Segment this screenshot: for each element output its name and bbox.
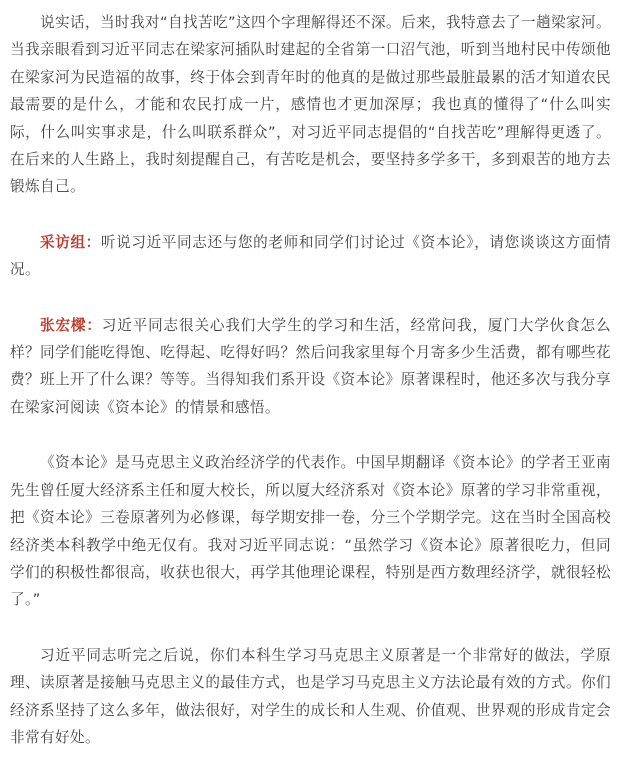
paragraph-5 bbox=[10, 642, 611, 752]
paragraph-3 bbox=[10, 312, 611, 422]
paragraph-gap bbox=[10, 614, 611, 642]
paragraph-1-text: 说实话，当时我对“自找苦吃”这四个字理解得还不深。后来，我特意去了一趟梁家河。当我亲眼看到习近平同志在梁家河插队时建起的全省第一口沼气池，听到当地村民中传颂他在梁家河为民造福的故事，终于体会到青年时的他真的是做过那些最脏最累的活才知道农民最需要的是什么，才能和农民打成一片，感情也才更加深厚；我也真的懂得了“什么叫实际，什么叫实事求是，什么叫联系群众”，对习近平同志提倡的“自找苦吃”理解得更透了。在后来的人生路上，我时刻提醒自己，有苦吃是机会，要坚持多学多干，多到艰苦的地方去锻炼自己。 bbox=[10, 14, 611, 196]
paragraph-4 bbox=[10, 449, 611, 613]
paragraph-3-text: 习近平同志很关心我们大学生的学习和生活，经常问我，厦门大学伙食怎么样？同学们能吃得饱、吃得起、吃得好吗？然后问我家里每个月寄多少生活费，都有哪些花费？班上开了什么课？等等。当得知我们系开设《资本论》原著课程时，他还多次与我分享在梁家河阅读《资本论》的情景和感悟。 bbox=[10, 316, 611, 416]
paragraph-1 bbox=[10, 9, 611, 201]
speaker-label-interviewee: 张宏樑： bbox=[40, 316, 102, 334]
paragraph-gap bbox=[10, 201, 611, 229]
speaker-label-interviewer: 采访组： bbox=[40, 233, 101, 251]
paragraph-5-text: 习近平同志听完之后说，你们本科生学习马克思主义原著是一个非常好的做法，学原理、读原著是接触马克思主义的最佳方式，也是学习马克思主义方法论最有效的方式。你们经济系坚持了这么多年，做法很好，对学生的成长和人生观、价值观、世界观的形成肯定会非常有好处。 bbox=[10, 646, 611, 746]
paragraph-gap bbox=[10, 284, 611, 312]
paragraph-2-text: 听说习近平同志还与您的老师和同学们讨论过《资本论》，请您谈谈这方面情况。 bbox=[10, 233, 611, 279]
paragraph-2 bbox=[10, 229, 611, 284]
paragraph-gap bbox=[10, 421, 611, 449]
paragraph-4-text: 《资本论》是马克思主义政治经济学的代表作。中国早期翻译《资本论》的学者王亚南先生曾任厦大经济系主任和厦大校长，所以厦大经济系对《资本论》原著的学习非常重视，把《资本论》三卷原著列为必修课，每学期安排一卷，分三个学期学完。这在当时全国高校经济类本科教学中绝无仅有。我对习近平同志说：“虽然学习《资本论》原著很吃力，但同学们的积极性都很高，收获也很大，再学其他理论课程，特别是西方数理经济学，就很轻松了。” bbox=[10, 454, 611, 609]
